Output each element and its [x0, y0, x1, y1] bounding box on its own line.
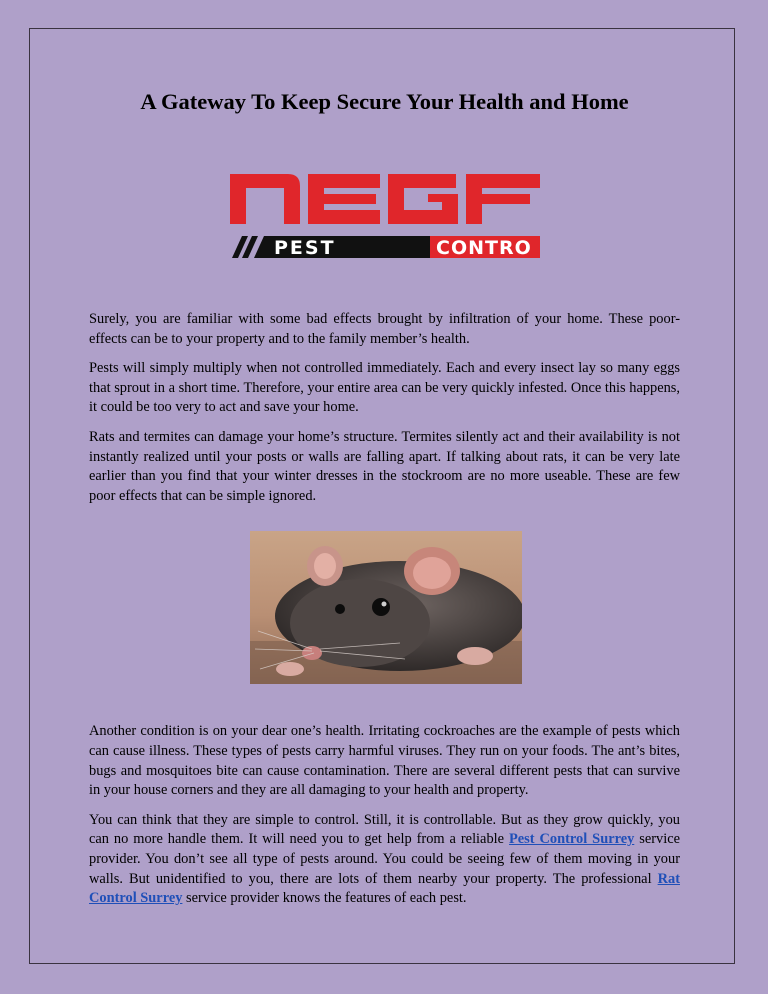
paragraph-4: Another condition is on your dear one’s health. Irritating cockroaches are the example of pests which can cause illness. These types of pests carry harmful viruses. They run on your foods. The ant’s bites, bugs and mosquitoes bite can cause contamination. There are several different pests that can survive in your house corners and they are all damaging to your health and property.	[89, 723, 680, 799]
paragraph-5-text-a: You can think that they are simple to control. Still, it is controllable. But as they grow quickly, you can no more handle them. It will need you to get help from a reliable	[89, 811, 680, 848]
paragraph-3: Rats and termites can damage your home’s structure. Termites silently act and their availability is not instantly realized until your posts or walls are falling apart. If talking about rats, it can be very late earlier than you find that your winter dresses in the stockroom are no more useable. These are few poor effects that can be simple ignored.	[89, 428, 680, 504]
document-body	[89, 88, 680, 919]
paragraph-2: Pests will simply multiply when not controlled immediately. Each and every insect lay so many eggs that sprout in a short time. Therefore, your entire area can be very quickly infested. Once this happens, it could be too very to act and save your home.	[89, 360, 680, 416]
paragraph-5	[89, 811, 680, 909]
svg-text:CONTRO: CONTRO	[436, 237, 532, 259]
paragraph-5-text-b: service provider. You don’t see all type of pests around. You could be seeing few of them moving in your walls. But unidentified to you, there are lots of them nearby your property. The professional	[89, 831, 681, 887]
pest-control-surrey-link[interactable]: Pest Control Surrey	[509, 831, 635, 848]
svg-text:PEST: PEST	[274, 237, 336, 259]
rat-image	[89, 531, 680, 684]
negf-logo-icon	[230, 166, 542, 270]
rat-photo-icon	[250, 531, 522, 684]
rat-control-surrey-link[interactable]: Rat Control Surrey	[89, 870, 680, 907]
document-title: A Gateway To Keep Secure Your Health and Home	[140, 89, 629, 114]
paragraph-5-text-c: service provider knows the features of each pest.	[182, 890, 467, 907]
paragraph-1: Surely, you are familiar with some bad effects brought by infiltration of your home. These poor-effects can be to your property and to the family member’s health.	[89, 311, 680, 347]
logo	[89, 166, 680, 270]
